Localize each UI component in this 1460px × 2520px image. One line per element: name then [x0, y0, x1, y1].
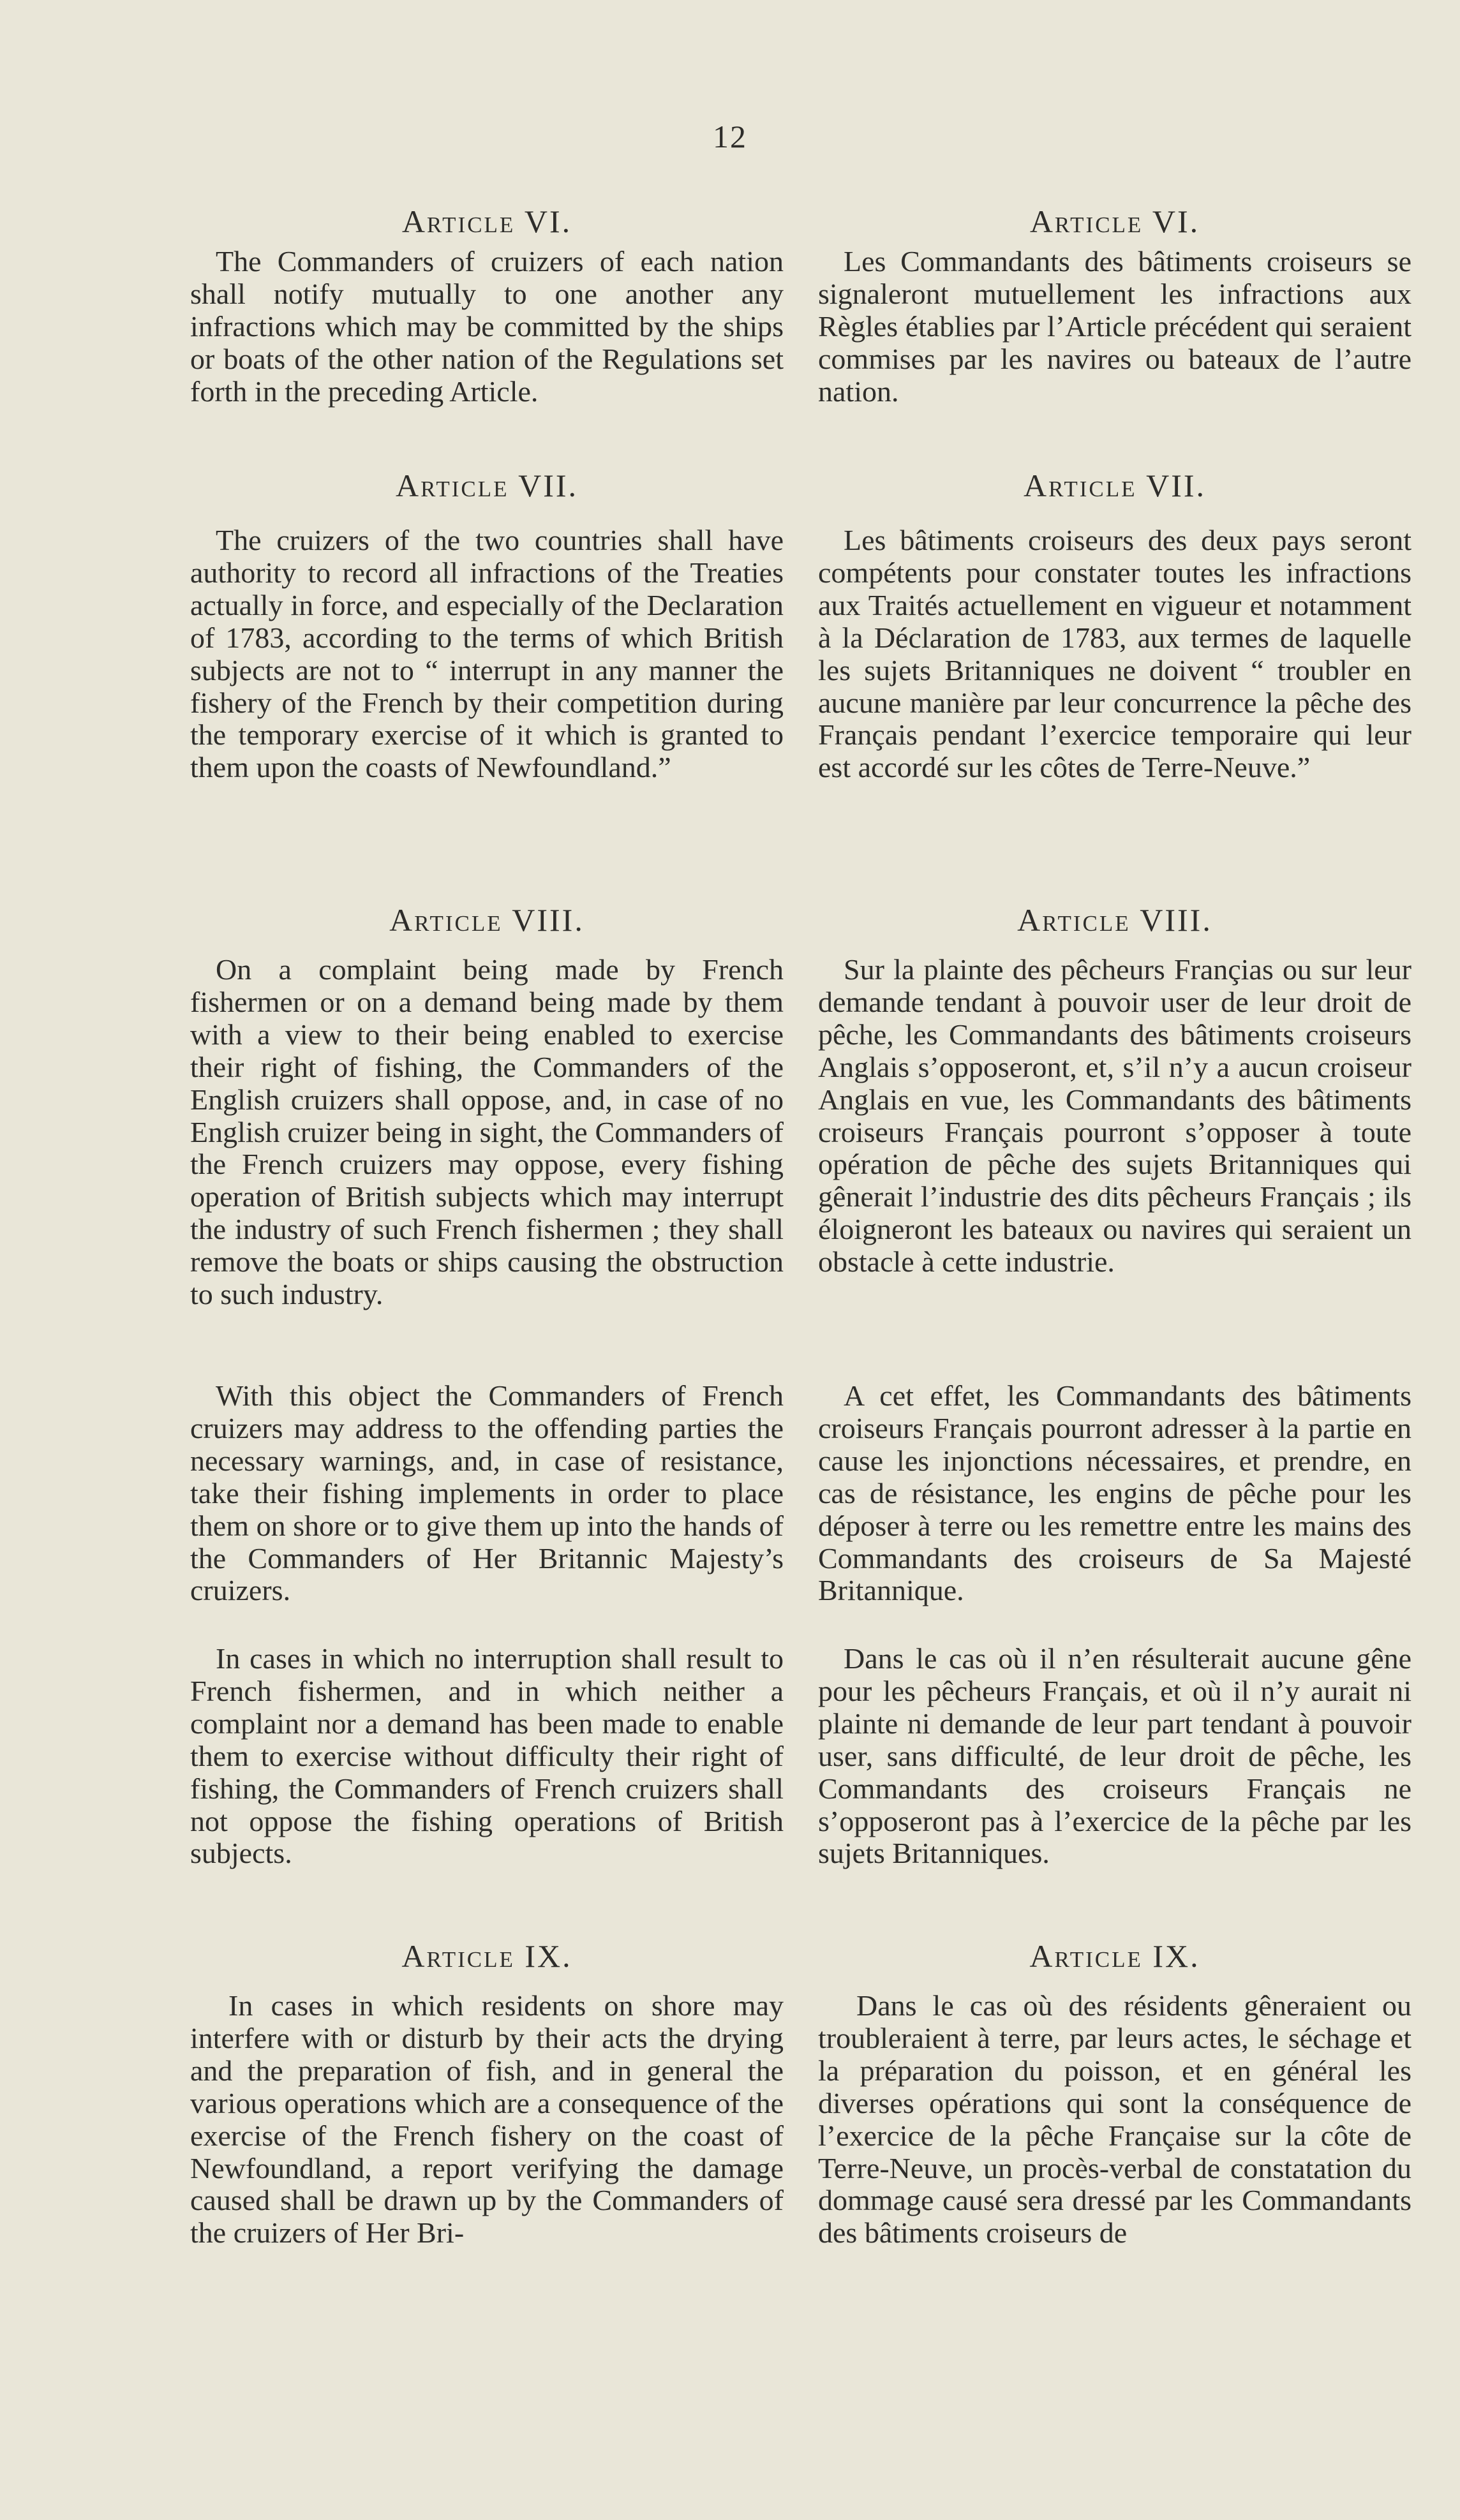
article-word: Article — [395, 468, 509, 503]
article-number: VI. — [1152, 204, 1200, 239]
article-number: VIII. — [512, 902, 585, 938]
article-heading — [818, 467, 1412, 504]
article-heading — [818, 901, 1412, 938]
article-word: Article — [1029, 1938, 1143, 1974]
article-paragraph: Sur la plainte des pêcheurs Françias ou sur leur demande tendant à pouvoir user de leur droit de pêche, les Commandants des bâtiments croiseurs Anglais s’opposeront, et, s’il n’y a aucun croiseur Anglais en vue, les Commandants des bâtiments croiseurs Français pourront s’opposer à toute opération de pêche des sujets Britanniques qui gênerait l’industrie des dits pêcheurs Français ; ils éloigneront les bateaux ou navires qui seraient un obstacle à cette industrie. — [818, 953, 1412, 1279]
article-heading — [190, 901, 784, 938]
article-number: VIII. — [1140, 902, 1212, 938]
article-word: Article — [389, 902, 503, 938]
article-number: IX. — [525, 1938, 572, 1974]
article-heading — [818, 203, 1412, 240]
article-word: Article — [1029, 204, 1143, 239]
article-heading — [190, 1938, 784, 1975]
article-word: Article — [1017, 902, 1131, 938]
article-paragraph: The cruizers of the two countries shall have authority to record all infractions of the Treaties actually in force, and especially of the Declaration of 1783, according to the terms of which British subjects are not to “ interrupt in any manner the fishery of the French by their competition during the temporary exercise of it which is granted to them upon the coasts of Newfoundland.” — [190, 524, 784, 784]
article-paragraph: The Commanders of cruizers of each nation shall notify mutually to one another any infractions which may be committed by the ships or boats of the other nation of the Regulations set forth in the preceding Article. — [190, 245, 784, 408]
page-number: 12 — [713, 119, 747, 154]
article-paragraph: Les Commandants des bâtiments croiseurs se signaleront mutuellement les infractions aux Règles établies par l’Article précédent qui seraient commises par les navires ou bateaux de l’autre nation. — [818, 245, 1412, 408]
article-number: VII. — [1146, 468, 1207, 503]
article-heading — [190, 467, 784, 504]
article-paragraph: With this object the Commanders of French cruizers may address to the offending parties the necessary warnings, and, in case of resistance, take their fishing implements in order to place them on shore or to give them up into the hands of the Commanders of Her Britannic Majesty’s cruizers. — [190, 1379, 784, 1607]
article-paragraph: In cases in which residents on shore may interfere with or disturb by their acts the drying and the preparation of fish, and in general the various operations which are a consequence of the exercise of the French fishery on the coast of Newfoundland, a report verifying the damage caused shall be drawn up by the Commanders of the cruizers of Her Bri- — [190, 1989, 784, 2249]
article-paragraph: Dans le cas où il n’en résulterait aucune gêne pour les pêcheurs Français, et où il n’y aurait ni plainte ni demande de leur part tendant à pouvoir user, sans difficulté, de leur droit de pêche, les Commandants des croiseurs Français ne s’opposeront pas à l’exercice de la pêche par les sujets Britanniques. — [818, 1642, 1412, 1870]
article-word: Article — [401, 204, 516, 239]
article-heading — [818, 1938, 1412, 1975]
article-paragraph: Les bâtiments croiseurs des deux pays seront compétents pour constater toutes les infractions aux Traités actuellement en vigueur et notamment à la Déclaration de 1783, aux termes de laquelle les sujets Britanniques ne doivent “ troubler en aucune manière par leur concurrence la pêche des Français pendant l’exercice temporaire qui leur est accordé sur les côtes de Terre-Neuve.” — [818, 524, 1412, 784]
article-word: Article — [401, 1938, 515, 1974]
article-number: VII. — [518, 468, 579, 503]
article-paragraph: In cases in which no interruption shall result to French fishermen, and in which neither a complaint nor a demand has been made to enable them to exercise without difficulty their right of fishing, the Commanders of French cruizers shall not oppose the fishing operations of British subjects. — [190, 1642, 784, 1870]
article-paragraph: On a complaint being made by French fishermen or on a demand being made by them with a view to their being enabled to exercise their right of fishing, the Commanders of the English cruizers shall oppose, and, in case of no English cruizer being in sight, the Commanders of the French cruizers may oppose, every fishing operation of British subjects which may interrupt the industry of such French fishermen ; they shall remove the boats or ships causing the obstruction to such industry. — [190, 953, 784, 1311]
article-word: Article — [1023, 468, 1137, 503]
article-paragraph: Dans le cas où des résidents gêneraient ou troubleraient à terre, par leurs actes, le séchage et la préparation du poisson, et en général les diverses opérations qui sont la conséquence de l’exercice de la pêche Française sur la côte de Terre-Neuve, un procès-verbal de constatation du dommage causé sera dressé par les Commandants des bâtiments croiseurs de — [818, 1989, 1412, 2249]
article-heading — [190, 203, 784, 240]
article-number: VI. — [524, 204, 572, 239]
article-number: IX. — [1152, 1938, 1200, 1974]
article-paragraph: A cet effet, les Commandants des bâtiments croiseurs Français pourront adresser à la partie en cause les injonctions nécessaires, et prendre, en cas de résistance, les engins de pêche pour les déposer à terre ou les remettre entre les mains des Commandants des croiseurs de Sa Majesté Britannique. — [818, 1379, 1412, 1607]
